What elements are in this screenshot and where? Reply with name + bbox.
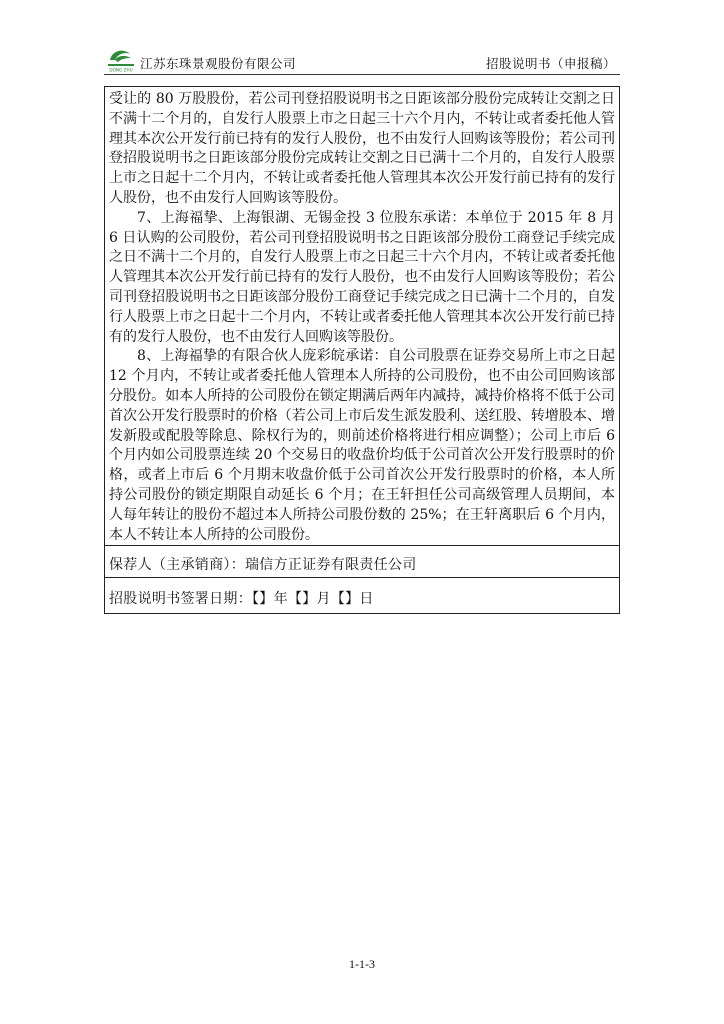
page-number: 1-1-3 <box>349 957 375 971</box>
signing-date-row <box>104 577 620 614</box>
paragraph-item-7: 7、上海福挚、上海银湖、无锡金投 3 位股东承诺：本单位于 2015 年 8 月 6 日认购的公司股份，若公司刊登招股说明书之日距该部分股份工商登记手续完成之日不满十二个月的，自发行人股票上市之日起三十六个月内，不转让或者委托他人管理其本次公开发行前已持有的发行人股份，也不由发行人回购该等股份；若公司刊登招股说明书之日距该部分股份工商登记手续完成之日已满十二个月的，自发行人股票上市之日起十二个月内，不转让或者委托他人管理其本次公开发行前已持有的发行人股份，也不由发行人回购该等股份。 <box>109 209 615 345</box>
document-title: 招股说明书（申报稿） <box>485 56 616 71</box>
paragraph-transfer-lockup: 受让的 80 万股股份，若公司刊登招股说明书之日距该部分股份完成转让交割之日不满十二个月的，自发行人股票上市之日起三十六个月内，不转让或者委托他人管理其本次公开发行前已持有的发行人股份，也不由发行人回购该等股份；若公司刊登招股说明书之日距该部分股份完成转让交割之日已满十二个月的，自发行人股票上市之日起十二个月内，不转让或者委托他人管理其本次公开发行前已持有的发行人股份，也不由发行人回购该等股份。 <box>109 91 615 206</box>
signing-date-text: 招股说明书签署日期：【】年【】月【】日 <box>109 591 374 607</box>
page-header <box>104 42 620 75</box>
svg-text:DONG ZHU: DONG ZHU <box>109 67 133 72</box>
sponsor-row <box>104 545 620 578</box>
undertakings-cell <box>104 86 620 546</box>
paragraph-item-8: 8、上海福挚的有限合伙人庞彩皖承诺：自公司股票在证券交易所上市之日起 12 个月内，不转让或者委托他人管理本人所持的公司股份，也不由公司回购该部分股份。如本人所持的公司股份在锁定期满后两年内减持，减持价格将不低于公司首次公开发行股票时的价格（若公司上市后发生派发股利、送红股、转增股本、增发新股或配股等除息、除权行为的，则前述价格将进行相应调整）；公司上市后 6 个月内如公司股票连续 20 个交易日的收盘价均低于公司首次公开发行股票时的价格，或者上市后 6 个月期末收盘价低于公司首次公开发行股票时的价格，本人所持公司股份的锁定期限自动延长 6 个月；在王轩担任公司高级管理人员期间，本人每年转让的股份不超过本人所持公司股份数的 25%；在王轩离职后 6 个月内，本人不转让本人所持的公司股份。 <box>109 348 615 543</box>
company-name: 江苏东珠景观股份有限公司 <box>140 56 297 71</box>
sponsor-text: 保荐人（主承销商）：瑞信方正证券有限责任公司 <box>109 557 417 573</box>
company-logo <box>106 46 136 72</box>
